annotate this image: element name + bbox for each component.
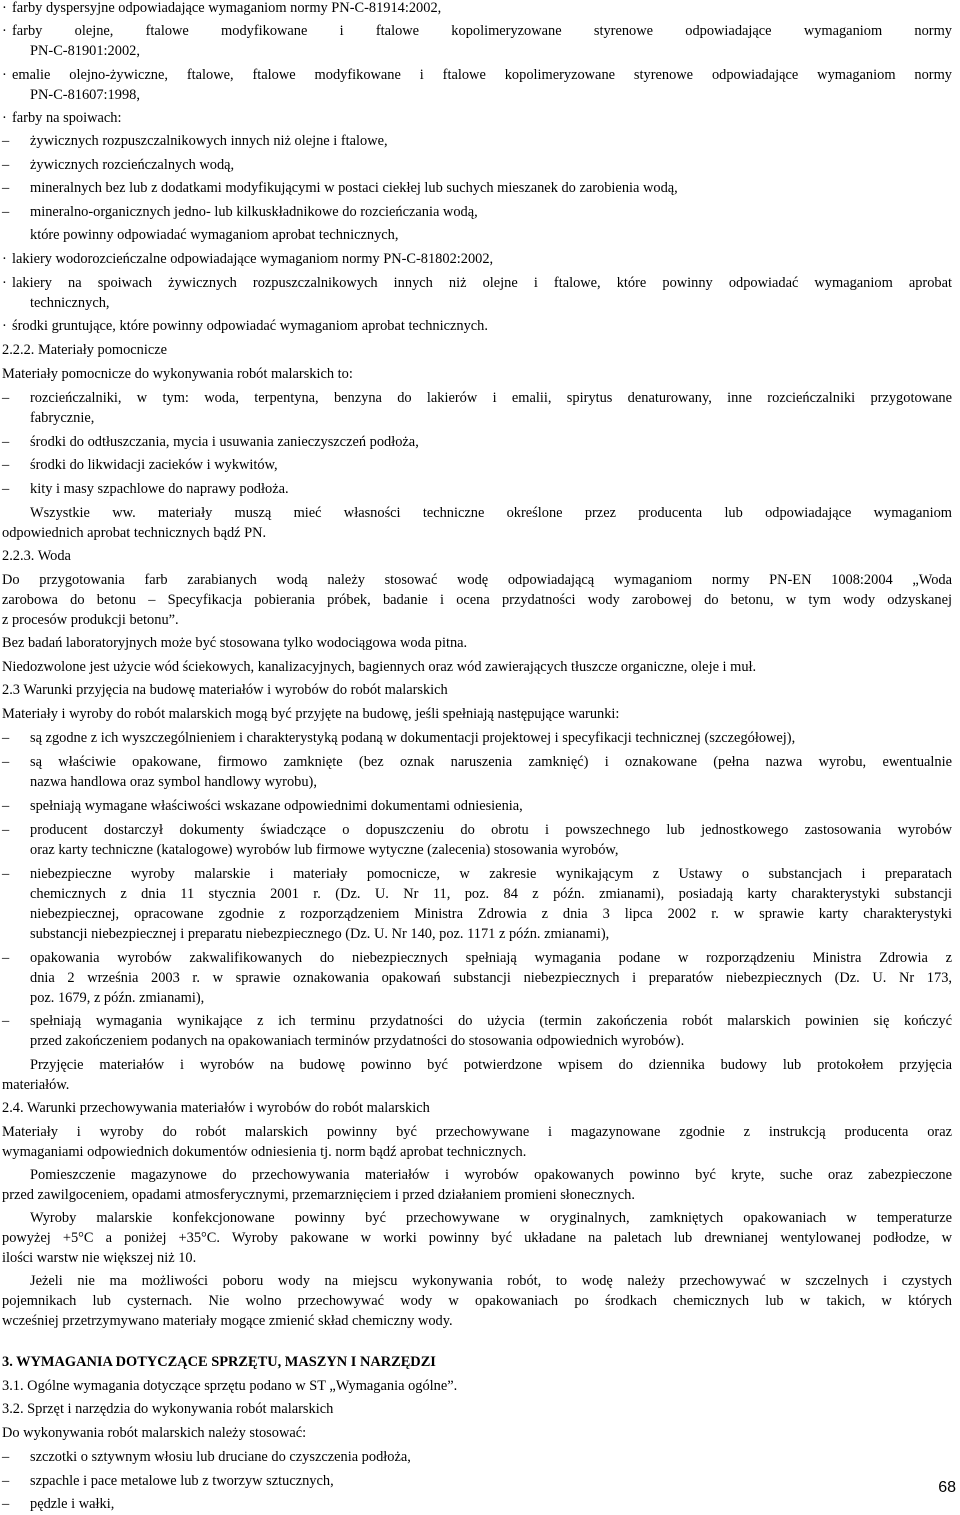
paragraph: 3.1. Ogólne wymagania dotyczące sprzętu podano w ST „Wymagania ogólne”. xyxy=(2,1378,458,1394)
list-item: lakiery na spoiwach żywicznych rozpuszczalnikowych innych niż olejne i ftalowe, które powinny odpowiadać wymaganiom aprobat xyxy=(12,275,952,291)
list-item-cont: PN-C-81901:2002, xyxy=(30,43,140,59)
section-heading: 2.3 Warunki przyjęcia na budowę materiałów i wyrobów do robót malarskich xyxy=(2,682,448,698)
section-heading: 2.4. Warunki przechowywania materiałów i wyrobów do robót malarskich xyxy=(2,1100,430,1116)
list-item-cont: fabrycznie, xyxy=(30,410,95,426)
section-heading: 3.2. Sprzęt i narzędzia do wykonywania robót malarskich xyxy=(2,1401,334,1417)
list-item: szpachle i pace metalowe lub z tworzyw sztucznych, xyxy=(30,1473,334,1489)
list-item: środki do odtłuszczania, mycia i usuwania zanieczyszczeń podłoża, xyxy=(30,434,419,450)
paragraph: Wszystkie ww. materiały muszą mieć własności techniczne określone przez producenta lub odpowiadające wymaganiom xyxy=(30,505,952,521)
list-item: rozcieńczalniki, w tym: woda, terpentyna, benzyna do lakierów i emalii, spirytus denaturowany, inne rozcieńczalniki przygotowane xyxy=(30,390,952,406)
bullet-dot: · xyxy=(2,67,7,83)
paragraph: Bez badań laboratoryjnych może być stosowana tylko wodociągowa woda pitna. xyxy=(2,635,468,651)
paragraph: Jeżeli nie ma możliwości poboru wody na miejscu wykonywania robót, to wodę należy przechowywać w szczelnych i czystych xyxy=(30,1273,952,1289)
sub-item: mineralno-organicznych jedno- lub kilkuskładnikowe do rozcieńczania wodą, xyxy=(30,204,478,220)
list-item-cont: przed zakończeniem podanych na opakowaniach terminów przydatności do stosowania odpowiednich wyrobów). xyxy=(30,1033,685,1049)
paragraph-cont: wcześniej przetrzymywano materiały mogące zmienić skład chemiczny wody. xyxy=(2,1313,453,1329)
list-item: pędzle i wałki, xyxy=(30,1496,115,1512)
paragraph-cont: powyżej +5°C a poniżej +35°C. Wyroby pakowane w worki powinny być układane na paletach lub drewnianej wentylowanej podłodze, w xyxy=(2,1230,952,1246)
bullet-dash: – xyxy=(2,157,10,173)
list-item: opakowania wyrobów zakwalifikowanych do niebezpiecznych spełniają wymagania podane w rozporządzeniu Ministra Zdrowia z xyxy=(30,950,952,966)
bullet-dash: – xyxy=(2,1449,10,1465)
paragraph: Niedozwolone jest użycie wód ściekowych, kanalizacyjnych, bagiennych oraz wód zawierających tłuszcze organiczne, oleje i muł. xyxy=(2,659,757,675)
paragraph: Przyjęcie materiałów i wyrobów na budowę powinno być potwierdzone wpisem do dziennika budowy lub protokołem przyjęcia xyxy=(30,1057,952,1073)
paragraph: Materiały pomocnicze do wykonywania robót malarskich to: xyxy=(2,366,353,382)
paragraph-cont: materiałów. xyxy=(2,1077,70,1093)
bullet-dot: · xyxy=(2,23,7,39)
bullet-dash: – xyxy=(2,434,10,450)
list-item-cont: dnia 2 września 2003 r. w sprawie oznakowania opakowań substancji niebezpiecznych i preparatów niebezpiecznych (Dz. U. Nr 173, xyxy=(30,970,952,986)
bullet-dash: – xyxy=(2,133,10,149)
list-item: farby olejne, ftalowe modyfikowane i ftalowe kopolimeryzowane styrenowe odpowiadające wymaganiom normy xyxy=(12,23,952,39)
bullet-dash: – xyxy=(2,822,10,838)
sub-item: mineralnych bez lub z dodatkami modyfikującymi w postaci ciekłej lub suchych mieszanek do zarobienia wodą, xyxy=(30,180,678,196)
bullet-dash: – xyxy=(2,866,10,882)
paragraph: Pomieszczenie magazynowe do przechowywania materiałów i wyrobów opakowanych powinno być kryte, suche oraz zabezpieczone xyxy=(30,1167,952,1183)
paragraph: Do przygotowania farb zarabianych wodą należy stosować wodę odpowiadającą wymaganiom normy PN-EN 1008:2004 „Woda xyxy=(2,572,952,588)
list-item: są zgodne z ich wyszczególnieniem i charakterystyką podaną w dokumentacji projektowej i specyfikacji technicznej (szczegółowej), xyxy=(30,730,796,746)
list-item-cont: oraz karty techniczne (katalogowe) wyrobów lub firmowe wytyczne (zalecenia) stosowania wyrobów, xyxy=(30,842,619,858)
list-item: emalie olejno-żywiczne, ftalowe, ftalowe modyfikowane i ftalowe kopolimeryzowane styrenowe odpowiadające wymaganiom normy xyxy=(12,67,952,83)
page-number: 68 xyxy=(938,1479,956,1496)
list-item: farby dyspersyjne odpowiadające wymaganiom normy PN-C-81914:2002, xyxy=(12,0,442,16)
list-item-cont: substancji niebezpiecznej i preparatu niebezpiecznego (Dz. U. Nr 140, poz. 1171 z późn. zmianami), xyxy=(30,926,610,942)
sub-item: żywicznych rozpuszczalnikowych innych niż olejne i ftalowe, xyxy=(30,133,388,149)
section-heading: 2.2.3. Woda xyxy=(2,548,71,564)
bullet-dot: · xyxy=(2,275,7,291)
list-item: są właściwie opakowane, firmowo zamknięte (bez oznak naruszenia zamknięć) i oznakowane (pełna nazwa wyrobu, ewentualnie xyxy=(30,754,952,770)
bullet-dot: · xyxy=(2,318,7,334)
bullet-dash: – xyxy=(2,950,10,966)
bullet-dash: – xyxy=(2,1013,10,1029)
list-item: spełniają wymagane właściwości wskazane odpowiednimi dokumentami odniesienia, xyxy=(30,798,523,814)
bullet-dot: · xyxy=(2,251,7,267)
list-item-cont: PN-C-81607:1998, xyxy=(30,87,140,103)
list-item-cont: technicznych, xyxy=(30,295,110,311)
paragraph-cont: z procesów produkcji betonu”. xyxy=(2,612,179,628)
paragraph: Materiały i wyroby do robót malarskich powinny być przechowywane i magazynowane zgodnie z instrukcją producenta oraz xyxy=(2,1124,952,1140)
list-item-cont: chemicznych z dnia 11 stycznia 2001 r. (Dz. U. Nr 11, poz. 84 z późn. zmianami), posiadają karty charakterystyki substancji xyxy=(30,886,952,902)
list-item: farby na spoiwach: xyxy=(12,110,122,126)
section-heading: 2.2.2. Materiały pomocnicze xyxy=(2,342,168,358)
paragraph: Wyroby malarskie konfekcjonowane powinny być przechowywane w oryginalnych, zamkniętych opakowaniach w temperaturze xyxy=(30,1210,952,1226)
list-item: spełniają wymagania wynikające z ich terminu przydatności do użycia (termin zakończenia robót malarskich powinien się kończyć xyxy=(30,1013,952,1029)
bullet-dash: – xyxy=(2,730,10,746)
sub-item: żywicznych rozcieńczalnych wodą, xyxy=(30,157,235,173)
sub-note: które powinny odpowiadać wymaganiom aprobat technicznych, xyxy=(30,227,399,243)
paragraph-cont: zarobowa do betonu – Specyfikacja pobierania próbek, badanie i ocena przydatności wody zarobowej do betonu, w tym wody odzyskanej xyxy=(2,592,952,608)
paragraph-cont: wymaganiami odpowiednich dokumentów odniesienia tj. norm bądź aprobat technicznych. xyxy=(2,1144,527,1160)
paragraph: Do wykonywania robót malarskich należy stosować: xyxy=(2,1425,307,1441)
list-item: środki gruntujące, które powinny odpowiadać wymaganiom aprobat technicznych. xyxy=(12,318,488,334)
paragraph-cont: ilości warstw nie większej niż 10. xyxy=(2,1250,197,1266)
bullet-dash: – xyxy=(2,180,10,196)
bullet-dash: – xyxy=(2,754,10,770)
list-item: niebezpieczne wyroby malarskie i materiały pomocnicze, w zakresie wynikającym z Ustawy o substancjach i preparatach xyxy=(30,866,952,882)
bullet-dash: – xyxy=(2,390,10,406)
bullet-dash: – xyxy=(2,1473,10,1489)
list-item-cont: poz. 1679, z późn. zmianami), xyxy=(30,990,205,1006)
list-item: kity i masy szpachlowe do naprawy podłoża. xyxy=(30,481,289,497)
paragraph-cont: przed zawilgoceniem, opadami atmosferycznymi, przemarznięciem i przed działaniem promieni słonecznych. xyxy=(2,1187,635,1203)
bullet-dash: – xyxy=(2,204,10,220)
bullet-dot: · xyxy=(2,110,7,126)
list-item: producent dostarczył dokumenty świadczące o dopuszczeniu do obrotu i powszechnego lub jednostkowego zastosowania wyrobów xyxy=(30,822,952,838)
bullet-dash: – xyxy=(2,457,10,473)
chapter-heading: 3. WYMAGANIA DOTYCZĄCE SPRZĘTU, MASZYN I NARZĘDZI xyxy=(2,1354,436,1370)
list-item: szczotki o sztywnym włosiu lub druciane do czyszczenia podłoża, xyxy=(30,1449,411,1465)
paragraph-cont: odpowiednich aprobat technicznych bądź PN. xyxy=(2,525,267,541)
list-item-cont: nazwa handlowa oraz symbol handlowy wyrobu), xyxy=(30,774,317,790)
list-item: lakiery wodorozcieńczalne odpowiadające wymaganiom normy PN-C-81802:2002, xyxy=(12,251,494,267)
list-item-cont: niebezpiecznej, opracowane zgodnie z rozporządzeniem Ministra Zdrowia z dnia 3 lipca 2002 r. w sprawie karty charakterystyki xyxy=(30,906,952,922)
paragraph: Materiały i wyroby do robót malarskich mogą być przyjęte na budowę, jeśli spełniają następujące warunki: xyxy=(2,706,620,722)
list-item: środki do likwidacji zacieków i wykwitów, xyxy=(30,457,278,473)
bullet-dash: – xyxy=(2,1496,10,1512)
bullet-dash: – xyxy=(2,798,10,814)
bullet-dash: – xyxy=(2,481,10,497)
paragraph-cont: pojemnikach lub cysternach. Nie wolno przechowywać wody w opakowaniach po środkach chemicznych lub w takich, w których xyxy=(2,1293,952,1309)
bullet-dot: · xyxy=(2,0,7,16)
